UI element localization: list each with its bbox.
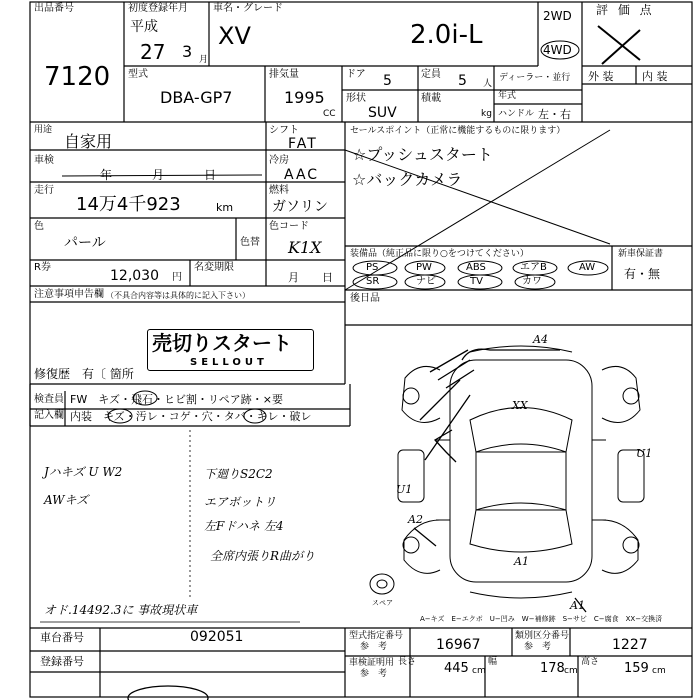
spare-label: スペア	[372, 599, 393, 607]
ac: AAC	[284, 167, 320, 183]
drive-4wd: 4WD	[543, 43, 572, 57]
sales-point-1: ☆プッシュスタート	[352, 145, 493, 164]
yen-unit: 円	[172, 272, 182, 283]
height-value: 159	[624, 661, 649, 676]
diagram-mark-u1-right: U1	[636, 447, 653, 460]
usage: 自家用	[64, 132, 113, 151]
equip-pw: PW	[416, 262, 432, 273]
lot-number-label: 出品番号	[34, 3, 74, 14]
repair-value: 有〔 箇所	[82, 367, 134, 381]
stamp-sub: SELLOUT	[190, 357, 268, 368]
model-code-label: 型式	[128, 69, 148, 80]
notes-sub: （不具合内容等は具体的に記入下さい）	[106, 291, 250, 300]
class-sub: 参 考	[524, 642, 552, 652]
model-code: DBA-GP7	[160, 88, 233, 107]
handle-value: 左・右	[538, 108, 571, 121]
inspector-label-1: 検査員	[34, 394, 64, 405]
equip-ps: PS	[366, 262, 379, 273]
rating-cross-mark	[598, 26, 640, 64]
width-unit: cm	[564, 666, 578, 676]
color-change-label: 色替	[240, 237, 260, 248]
cert-sub: 参 考	[360, 669, 388, 679]
lot-number: 7120	[44, 62, 111, 92]
displacement: 1995	[284, 88, 325, 107]
inspection-row-2: 内装 キズ・汚レ・コゲ・穴・タバ・キレ・破レ	[70, 410, 312, 423]
stamp-main: 売切りスタート	[152, 331, 292, 355]
chassis-number: 092051	[190, 629, 244, 645]
hand-note-center-2: エアボットリ	[204, 495, 277, 509]
recycle-label: R券	[34, 262, 51, 273]
inspection-label: 車検	[34, 155, 54, 166]
equip-abs: ABS	[466, 262, 486, 273]
notes-label: 注意事項申告欄	[34, 289, 104, 300]
class-label: 類別区分番号	[515, 631, 570, 641]
name-change-value: 月 日	[288, 271, 339, 284]
era: 平成	[130, 19, 158, 35]
usage-label: 用途	[34, 125, 53, 135]
fuel: ガソリン	[272, 199, 328, 215]
cert-label: 車検証明用	[349, 658, 395, 668]
inspection-row-1: FW キズ・飛石・ヒビ割・リペア跡・×要	[70, 393, 283, 406]
diagram-mark-a1-body: A1	[514, 555, 529, 568]
shape-label: 形状	[346, 93, 366, 104]
rating-label: 評 価 点	[596, 3, 655, 17]
type-approval-label: 型式指定番号	[349, 631, 404, 641]
model-grade-label: 車名・グレード	[213, 3, 283, 14]
reg-year: 27	[140, 40, 166, 64]
equip-airbag: エアB	[520, 262, 547, 273]
first-reg-label: 初度登録年月	[128, 3, 188, 14]
hand-note-center-1: 下廻りS2C2	[204, 467, 273, 481]
capacity-unit: 人	[483, 79, 493, 89]
warranty-value: 有・無	[624, 267, 661, 281]
damage-legend: A−キズ E−エクボ U−凹み W−補修跡 S−サビ C−腐食 XX−交換済	[420, 615, 663, 623]
length-label: 長さ	[398, 657, 417, 667]
drive-2wd: 2WD	[543, 9, 572, 23]
warranty-label: 新車保証書	[618, 249, 664, 259]
car-diagram	[370, 346, 644, 598]
cc-unit: CC	[323, 109, 336, 119]
height-unit: cm	[652, 666, 666, 676]
sales-points-label: セールスポイント（正常に機能するものに限ります）	[350, 126, 566, 136]
hand-note-left-2: AWキズ	[44, 493, 89, 507]
length-value: 445	[444, 661, 469, 676]
equip-aw: AW	[579, 262, 596, 273]
width-label: 幅	[488, 657, 498, 667]
reg-number-label: 登録番号	[40, 655, 84, 668]
name-change-label: 名変期限	[194, 262, 234, 273]
color: パール	[64, 235, 106, 251]
shift: FAT	[288, 136, 318, 152]
doors-label: ドア	[346, 69, 366, 80]
ac-label: 冷房	[269, 155, 289, 166]
import-year-label: 年式	[498, 91, 517, 101]
type-approval-sub: 参 考	[360, 642, 388, 652]
capacity: 5	[458, 73, 467, 89]
doors: 5	[383, 73, 392, 89]
diagram-mark-a2: A2	[408, 513, 423, 526]
equip-tv: TV	[470, 276, 483, 287]
grade: 2.0i-L	[410, 20, 483, 50]
kg-unit: kg	[481, 109, 492, 119]
equipment-label: 装備品（純正品に限り○をつけてください）	[350, 249, 529, 259]
mileage-label: 走行	[34, 185, 54, 196]
shape: SUV	[368, 105, 397, 121]
month-unit: 月	[199, 55, 209, 65]
type-approval-number: 16967	[436, 637, 481, 653]
handle-label: ハンドル	[498, 109, 535, 119]
km-unit: km	[216, 201, 234, 214]
diagram-mark-a4: A4	[533, 333, 548, 346]
equip-sr: SR	[366, 276, 380, 287]
load-label: 積載	[421, 93, 441, 104]
hand-note-bottom: オド.14492.3に 事故現状車	[44, 603, 198, 617]
mileage: 14万4千923	[76, 194, 181, 215]
interior-label: 内 装	[642, 70, 668, 83]
shift-label: シフト	[269, 125, 299, 136]
reg-month: 3	[182, 42, 193, 61]
dealer-label: ディーラー・並行	[499, 73, 571, 83]
hand-note-center-3: 左Fドハネ 左4	[204, 519, 284, 533]
car-name: XV	[218, 22, 251, 50]
diagram-mark-a1-rear: A1	[570, 599, 585, 612]
chassis-label: 車台番号	[40, 631, 84, 644]
length-unit: cm	[472, 666, 486, 676]
color-label: 色	[34, 221, 44, 232]
recycle: 12,030	[110, 268, 159, 284]
color-code-label: 色コード	[269, 221, 309, 232]
equip-leather: カワ	[522, 276, 542, 287]
inspection-date: 年 月 日	[100, 168, 231, 182]
capacity-label: 定員	[421, 69, 441, 80]
exterior-label: 外 装	[588, 70, 614, 83]
color-code: K1X	[288, 238, 322, 257]
repair-label: 修復歴	[34, 367, 71, 381]
displacement-label: 排気量	[269, 69, 299, 80]
height-label: 高さ	[581, 657, 600, 667]
diagram-mark-xx: XX	[512, 399, 528, 412]
fuel-label: 燃料	[269, 185, 289, 196]
sales-point-2: ☆バックカメラ	[352, 170, 463, 189]
hand-note-center-4: 全席内張りR曲がり	[210, 549, 316, 563]
hand-note-left-1: Jハキズ U W2	[44, 465, 123, 479]
equip-navi: ナビ	[416, 276, 436, 287]
width-value: 178	[540, 661, 565, 676]
inspector-label-2: 記入欄	[34, 410, 64, 421]
retrofit-label: 後日品	[350, 293, 380, 304]
class-number: 1227	[612, 637, 648, 653]
diagram-mark-u1-left: U1	[396, 483, 413, 496]
sellout-stamp	[147, 329, 314, 371]
